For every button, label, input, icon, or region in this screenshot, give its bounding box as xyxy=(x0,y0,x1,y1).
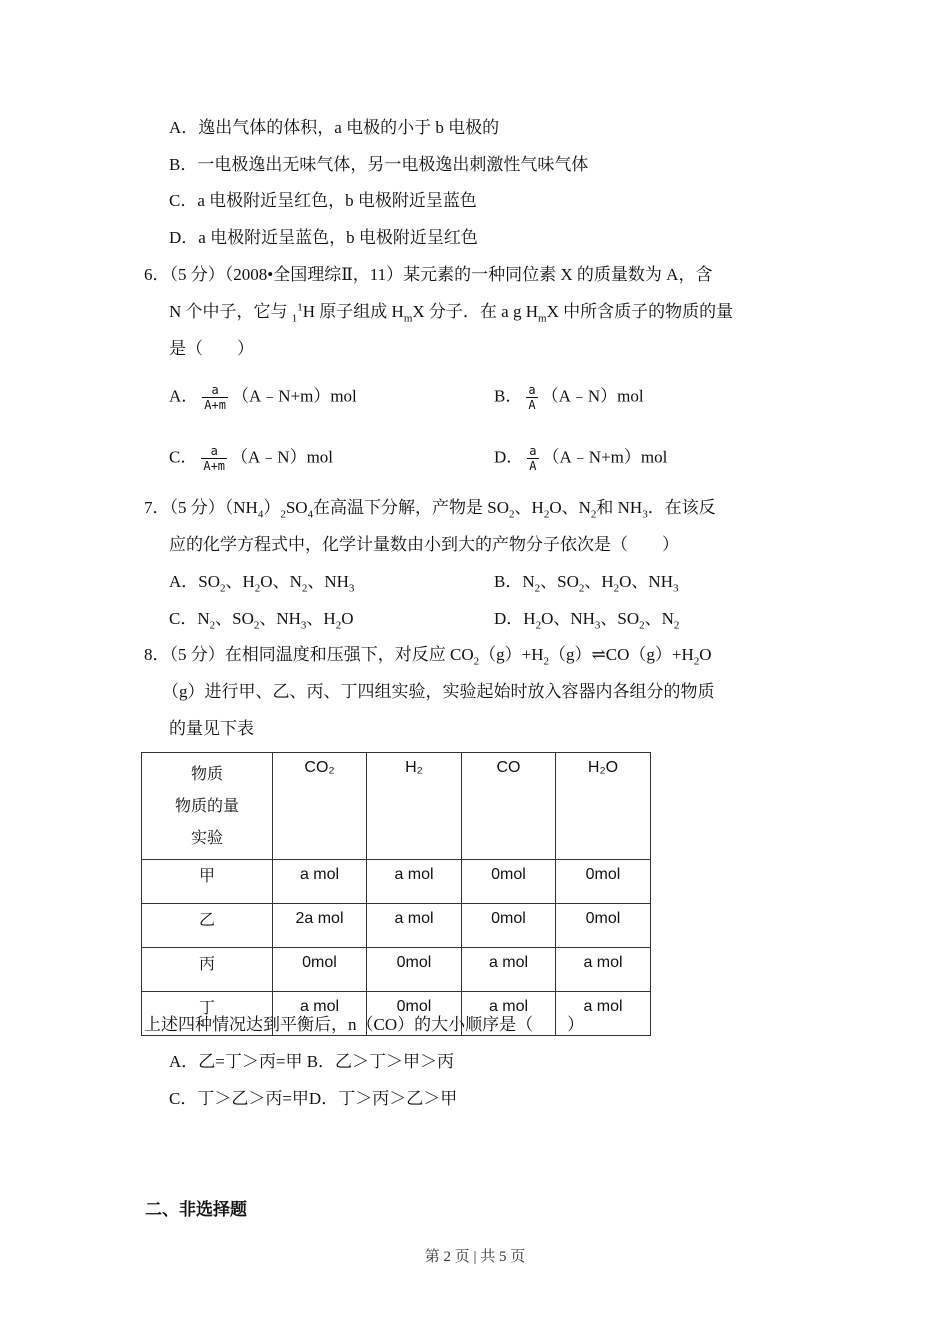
stem-text: （g）进行甲、乙、丙、丁四组实验，实验起始时放入容器内各组分的物质 xyxy=(162,682,715,701)
table-cell: a mol xyxy=(462,948,556,992)
formula: $(NH_4)_2SO_4$在高温下分解，产物是 $SO_2$、$H_2O$、$N_2$和 $NH_3$．在该反 xyxy=(224,498,716,521)
option-text: 一电极逸出无味气体，另一电极逸出刺激性气味气体 xyxy=(197,155,589,174)
row-label: 丙 xyxy=(142,948,273,992)
option-label: D． xyxy=(169,228,199,247)
page-footer: 第 2 页 | 共 5 页 xyxy=(424,1249,526,1265)
stem-text: 应的化学方程式中，化学计量数由小到大的产物分子依次是（ ） xyxy=(169,535,679,554)
column-header: H₂O xyxy=(556,753,651,860)
option-text: C．丁＞乙＞丙=甲D．丁＞丙＞乙＞甲 xyxy=(169,1089,458,1108)
option-text: $N_2$、$SO_2$、$NH_3$、$H_2O$ xyxy=(197,609,354,632)
stem-text: X 分子．在 a g H xyxy=(412,302,539,321)
option-text: a 电极附近呈红色，b 电极附近呈蓝色 xyxy=(197,191,477,210)
option-label: C． xyxy=(169,447,198,467)
question-score: （5 分） xyxy=(169,265,225,284)
denominator: A+m xyxy=(204,398,226,412)
table-row xyxy=(142,860,651,904)
option-label: B． xyxy=(494,386,523,406)
denominator: A xyxy=(528,398,536,412)
option-label: C． xyxy=(169,609,198,628)
option-text: A．乙=丁＞丙=甲 B．乙＞丁＞甲＞丙 xyxy=(169,1052,455,1071)
row-label: 丁 xyxy=(142,992,273,1036)
q5-option-a xyxy=(169,117,499,139)
stem-text: 是（ ） xyxy=(169,339,254,358)
stub-label-amount: 物质的量 xyxy=(174,798,239,815)
column-header: CO₂ xyxy=(273,753,367,860)
stem-text: H 原子组成 H xyxy=(302,302,404,321)
subscript: m xyxy=(403,312,413,325)
reaction-equation: $_2(g)+H_2(g)\rightleftharpoons CO(g)+H_2O$ xyxy=(473,645,712,668)
q8-options-line1 xyxy=(169,1051,454,1073)
option-label: D． xyxy=(494,609,524,628)
table-cell: 0mol xyxy=(273,948,367,992)
q6-stem-line2 xyxy=(169,301,733,323)
option-text: （A﹣N+m）mol xyxy=(231,386,357,406)
q7-option-d xyxy=(494,608,679,630)
question-number: 7． xyxy=(144,498,170,517)
table-cell: a mol xyxy=(556,948,651,992)
option-label: A． xyxy=(169,386,199,406)
option-text: （A﹣N+m）mol xyxy=(542,447,668,467)
question-number: 6． xyxy=(144,265,170,284)
table-cell: 0mol xyxy=(367,948,462,992)
table-stub-cell xyxy=(142,753,273,860)
option-label: A． xyxy=(169,118,199,137)
option-text: $H_2O$、$NH_3$、$SO_2$、$N_2$ xyxy=(523,609,680,632)
stem-text: 某元素的一种同位素 X 的质量数为 A，含 xyxy=(403,265,713,284)
table-cell: 0mol xyxy=(556,860,651,904)
numerator: a xyxy=(201,444,227,459)
numerator: a xyxy=(528,383,536,397)
stem-text: 的量见下表 xyxy=(169,719,254,738)
q7-option-a xyxy=(169,571,354,593)
question-score: （5 分） xyxy=(169,498,225,517)
stem-text: 在相同温度和压强下，对反应 CO xyxy=(224,645,474,664)
stem-text: 上述四种情况达到平衡后，n（CO）的大小顺序是（ ） xyxy=(144,1015,585,1034)
option-label: B． xyxy=(169,155,198,174)
isotope-superscript: 1 xyxy=(297,301,303,314)
q8-stem-line1 xyxy=(144,644,712,666)
q5-option-b xyxy=(169,154,588,176)
q8-question xyxy=(144,1014,584,1036)
q7-stem-line1 xyxy=(144,497,716,519)
row-label: 乙 xyxy=(142,904,273,948)
q8-stem-line3 xyxy=(169,718,254,740)
option-text: （A﹣N）mol xyxy=(541,386,644,406)
option-text: $SO_2$、$H_2O$、$N_2$、$NH_3$ xyxy=(198,572,355,595)
numerator: a xyxy=(529,444,537,458)
option-label: B． xyxy=(494,572,523,591)
table-cell: a mol xyxy=(367,904,462,948)
numerator: a xyxy=(202,383,228,398)
question-source: （2008•全国理综Ⅱ，11） xyxy=(224,265,404,284)
denominator: A+m xyxy=(203,459,226,473)
stem-text: N 个中子，它与 xyxy=(169,302,292,321)
table-cell: 0mol xyxy=(367,992,462,1036)
table-row xyxy=(142,948,651,992)
isotope-subscript: 1 xyxy=(291,312,298,325)
fraction xyxy=(526,383,537,412)
q6-option-c xyxy=(169,444,333,473)
q7-option-b xyxy=(494,571,678,593)
option-label: D． xyxy=(494,447,524,467)
question-number: 8． xyxy=(144,645,170,664)
option-label: C． xyxy=(169,191,198,210)
stub-label-substance: 物质 xyxy=(190,766,223,783)
table-cell: 0mol xyxy=(462,904,556,948)
stem-text: X 中所含质子的物质的量 xyxy=(546,302,734,321)
table-cell: a mol xyxy=(556,992,651,1036)
table-cell: 0mol xyxy=(556,904,651,948)
column-header: H₂ xyxy=(367,753,462,860)
subscript: m xyxy=(538,312,547,325)
table-header-row xyxy=(142,753,651,860)
option-label: A． xyxy=(169,572,199,591)
q6-option-a xyxy=(169,383,357,412)
fraction xyxy=(201,444,227,473)
q6-stem-line1 xyxy=(144,264,712,286)
q6-option-d xyxy=(494,444,667,473)
q6-option-b xyxy=(494,383,644,412)
experiment-table xyxy=(141,752,651,1036)
table-cell: a mol xyxy=(273,992,367,1036)
table-cell: a mol xyxy=(367,860,462,904)
table-cell: a mol xyxy=(273,860,367,904)
option-text: a 电极附近呈蓝色，b 电极附近呈红色 xyxy=(198,228,478,247)
q7-option-c xyxy=(169,608,353,630)
table-cell: 0mol xyxy=(462,860,556,904)
table-cell: a mol xyxy=(462,992,556,1036)
table-cell: 2a mol xyxy=(273,904,367,948)
q8-stem-line2 xyxy=(162,681,715,703)
q5-option-c xyxy=(169,190,477,212)
column-header: CO xyxy=(462,753,556,860)
q7-stem-line2 xyxy=(169,534,679,556)
section-title: 二、非选择题 xyxy=(145,1200,247,1219)
fraction xyxy=(527,444,538,473)
fraction xyxy=(202,383,228,412)
option-text: （A﹣N）mol xyxy=(231,447,334,467)
question-score: （5 分） xyxy=(169,645,225,664)
q6-stem-line3 xyxy=(169,338,254,360)
stub-label-experiment: 实验 xyxy=(190,830,223,847)
option-text: 逸出气体的体积，a 电极的小于 b 电极的 xyxy=(198,118,500,137)
q5-option-d xyxy=(169,227,478,249)
option-text: $N_2$、$SO_2$、$H_2O$、$NH_3$ xyxy=(522,572,679,595)
row-label: 甲 xyxy=(142,860,273,904)
q8-options-line2 xyxy=(169,1088,457,1110)
denominator: A xyxy=(529,459,537,473)
table-row xyxy=(142,904,651,948)
